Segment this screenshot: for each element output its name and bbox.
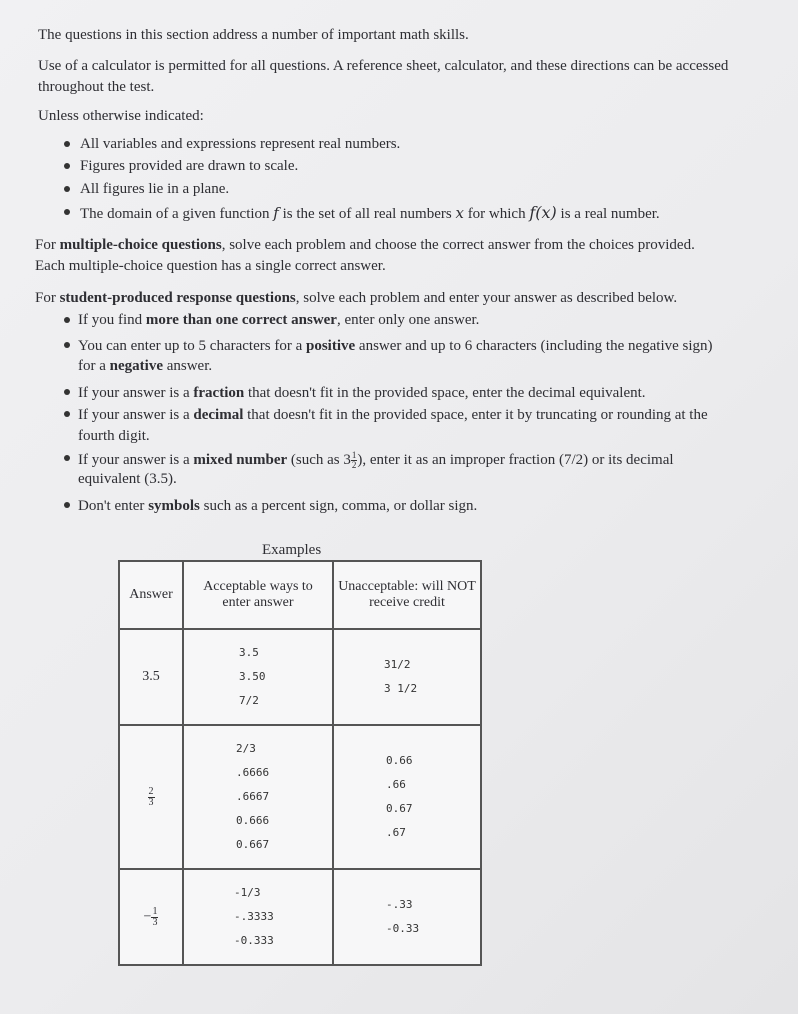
assumption-item: Figures provided are drawn to scale. [80,158,299,174]
unacceptable-cell [333,869,481,965]
acceptable-value: -.3333 [234,910,274,923]
table-row [119,725,481,869]
unacceptable-value: 0.67 [386,802,413,815]
assumption-item: All variables and expressions represent real numbers. [80,136,401,152]
inline-fraction: $\frac{1}{2}$ [351,450,357,471]
answer-cell [119,725,183,869]
table-header-row [119,561,481,629]
acceptable-value: 7/2 [239,694,259,707]
answer-cell: − $\frac{1}{3}$ [119,869,183,965]
unacceptable-value: .67 [386,826,406,839]
bullet-dot [64,163,70,169]
assumption-item: All figures lie in a plane. [80,181,230,197]
unacceptable-cell [333,725,481,869]
spr-rule-item: If you find more than one correct answer, enter only one answer. [78,312,480,328]
spr-rule-item: If your answer is a fraction that doesn't fit in the provided space, enter the decimal equivalent. [78,385,646,401]
acceptable-cell [183,725,333,869]
acceptable-value: 2/3 [236,742,256,755]
domain-assumption: The domain of a given function f is the set of all real numbers x for which f(x) is a real number. [80,203,660,222]
acceptable-value: 0.667 [236,838,270,851]
header-answer: Answer [119,561,183,629]
acceptable-value: .6667 [236,790,270,803]
acceptable-value: .6666 [236,766,270,779]
acceptable-value: -1/3 [234,886,261,899]
acceptable-value: 3.50 [239,670,266,683]
bullet-dot [64,342,70,348]
acceptable-value: -0.333 [234,934,274,947]
acceptable-cell [183,629,333,725]
unacceptable-value: -.33 [386,898,413,911]
answer-fraction: $\frac{2}{3}$ [148,785,154,808]
spr-rule-item-line2: fourth digit. [78,428,150,444]
unacceptable-value: 0.66 [386,754,413,767]
spr-rule-item: If your answer is a mixed number (such as 3 $\frac{1}{2}$ ), enter it as an improper fraction (7/2) or its decimal [78,450,674,471]
answer-cell: 3.5 [119,629,183,725]
spr-instruction: For student-produced response questions, solve each problem and enter your answer as described below. [35,290,678,306]
spr-rule-item-line2: equivalent (3.5). [78,471,177,487]
bullet-dot [64,141,70,147]
header-acceptable: Acceptable ways to enter answer [183,561,333,629]
calculator-text-line1: Use of a calculator is permitted for all questions. A reference sheet, calculator, and these directions can be accessed [38,58,729,74]
spr-rule-item: If your answer is a decimal that doesn't fit in the provided space, enter it by truncating or rounding at the [78,407,708,423]
mc-instruction-line2: Each multiple-choice question has a single correct answer. [35,258,386,274]
acceptable-cell [183,869,333,965]
bullet-dot [64,186,70,192]
answer-fraction: $\frac{1}{3}$ [152,905,158,928]
unacceptable-value: -0.33 [386,922,420,935]
bullet-dot [64,455,70,461]
mc-instruction: For multiple-choice questions, solve each problem and choose the correct answer from the choices provided. [35,237,695,253]
header-unacceptable: Unacceptable: will NOT receive credit [333,561,481,629]
intro-text: The questions in this section address a number of important math skills. [38,27,469,43]
calculator-text-line2: throughout the test. [38,79,155,95]
bullet-dot [64,411,70,417]
acceptable-value: 3.5 [239,646,259,659]
unacceptable-value: .66 [386,778,406,791]
unacceptable-value: 31/2 [384,658,411,671]
bullet-dot [64,209,70,215]
table-row [119,869,481,965]
unless-text: Unless otherwise indicated: [38,108,204,124]
spr-rule-item: Don't enter symbols such as a percent sign, comma, or dollar sign. [78,498,478,514]
table-row [119,629,481,725]
examples-title: Examples [262,542,322,558]
spr-rule-item-line2: for a negative answer. [78,358,213,374]
bullet-dot [64,389,70,395]
acceptable-value: 0.666 [236,814,270,827]
unacceptable-cell [333,629,481,725]
bullet-dot [64,317,70,323]
examples-table [118,560,482,966]
bullet-dot [64,502,70,508]
spr-rule-item: You can enter up to 5 characters for a positive answer and up to 6 characters (including the negative sign) [78,338,713,354]
unacceptable-value: 3 1/2 [384,682,418,695]
